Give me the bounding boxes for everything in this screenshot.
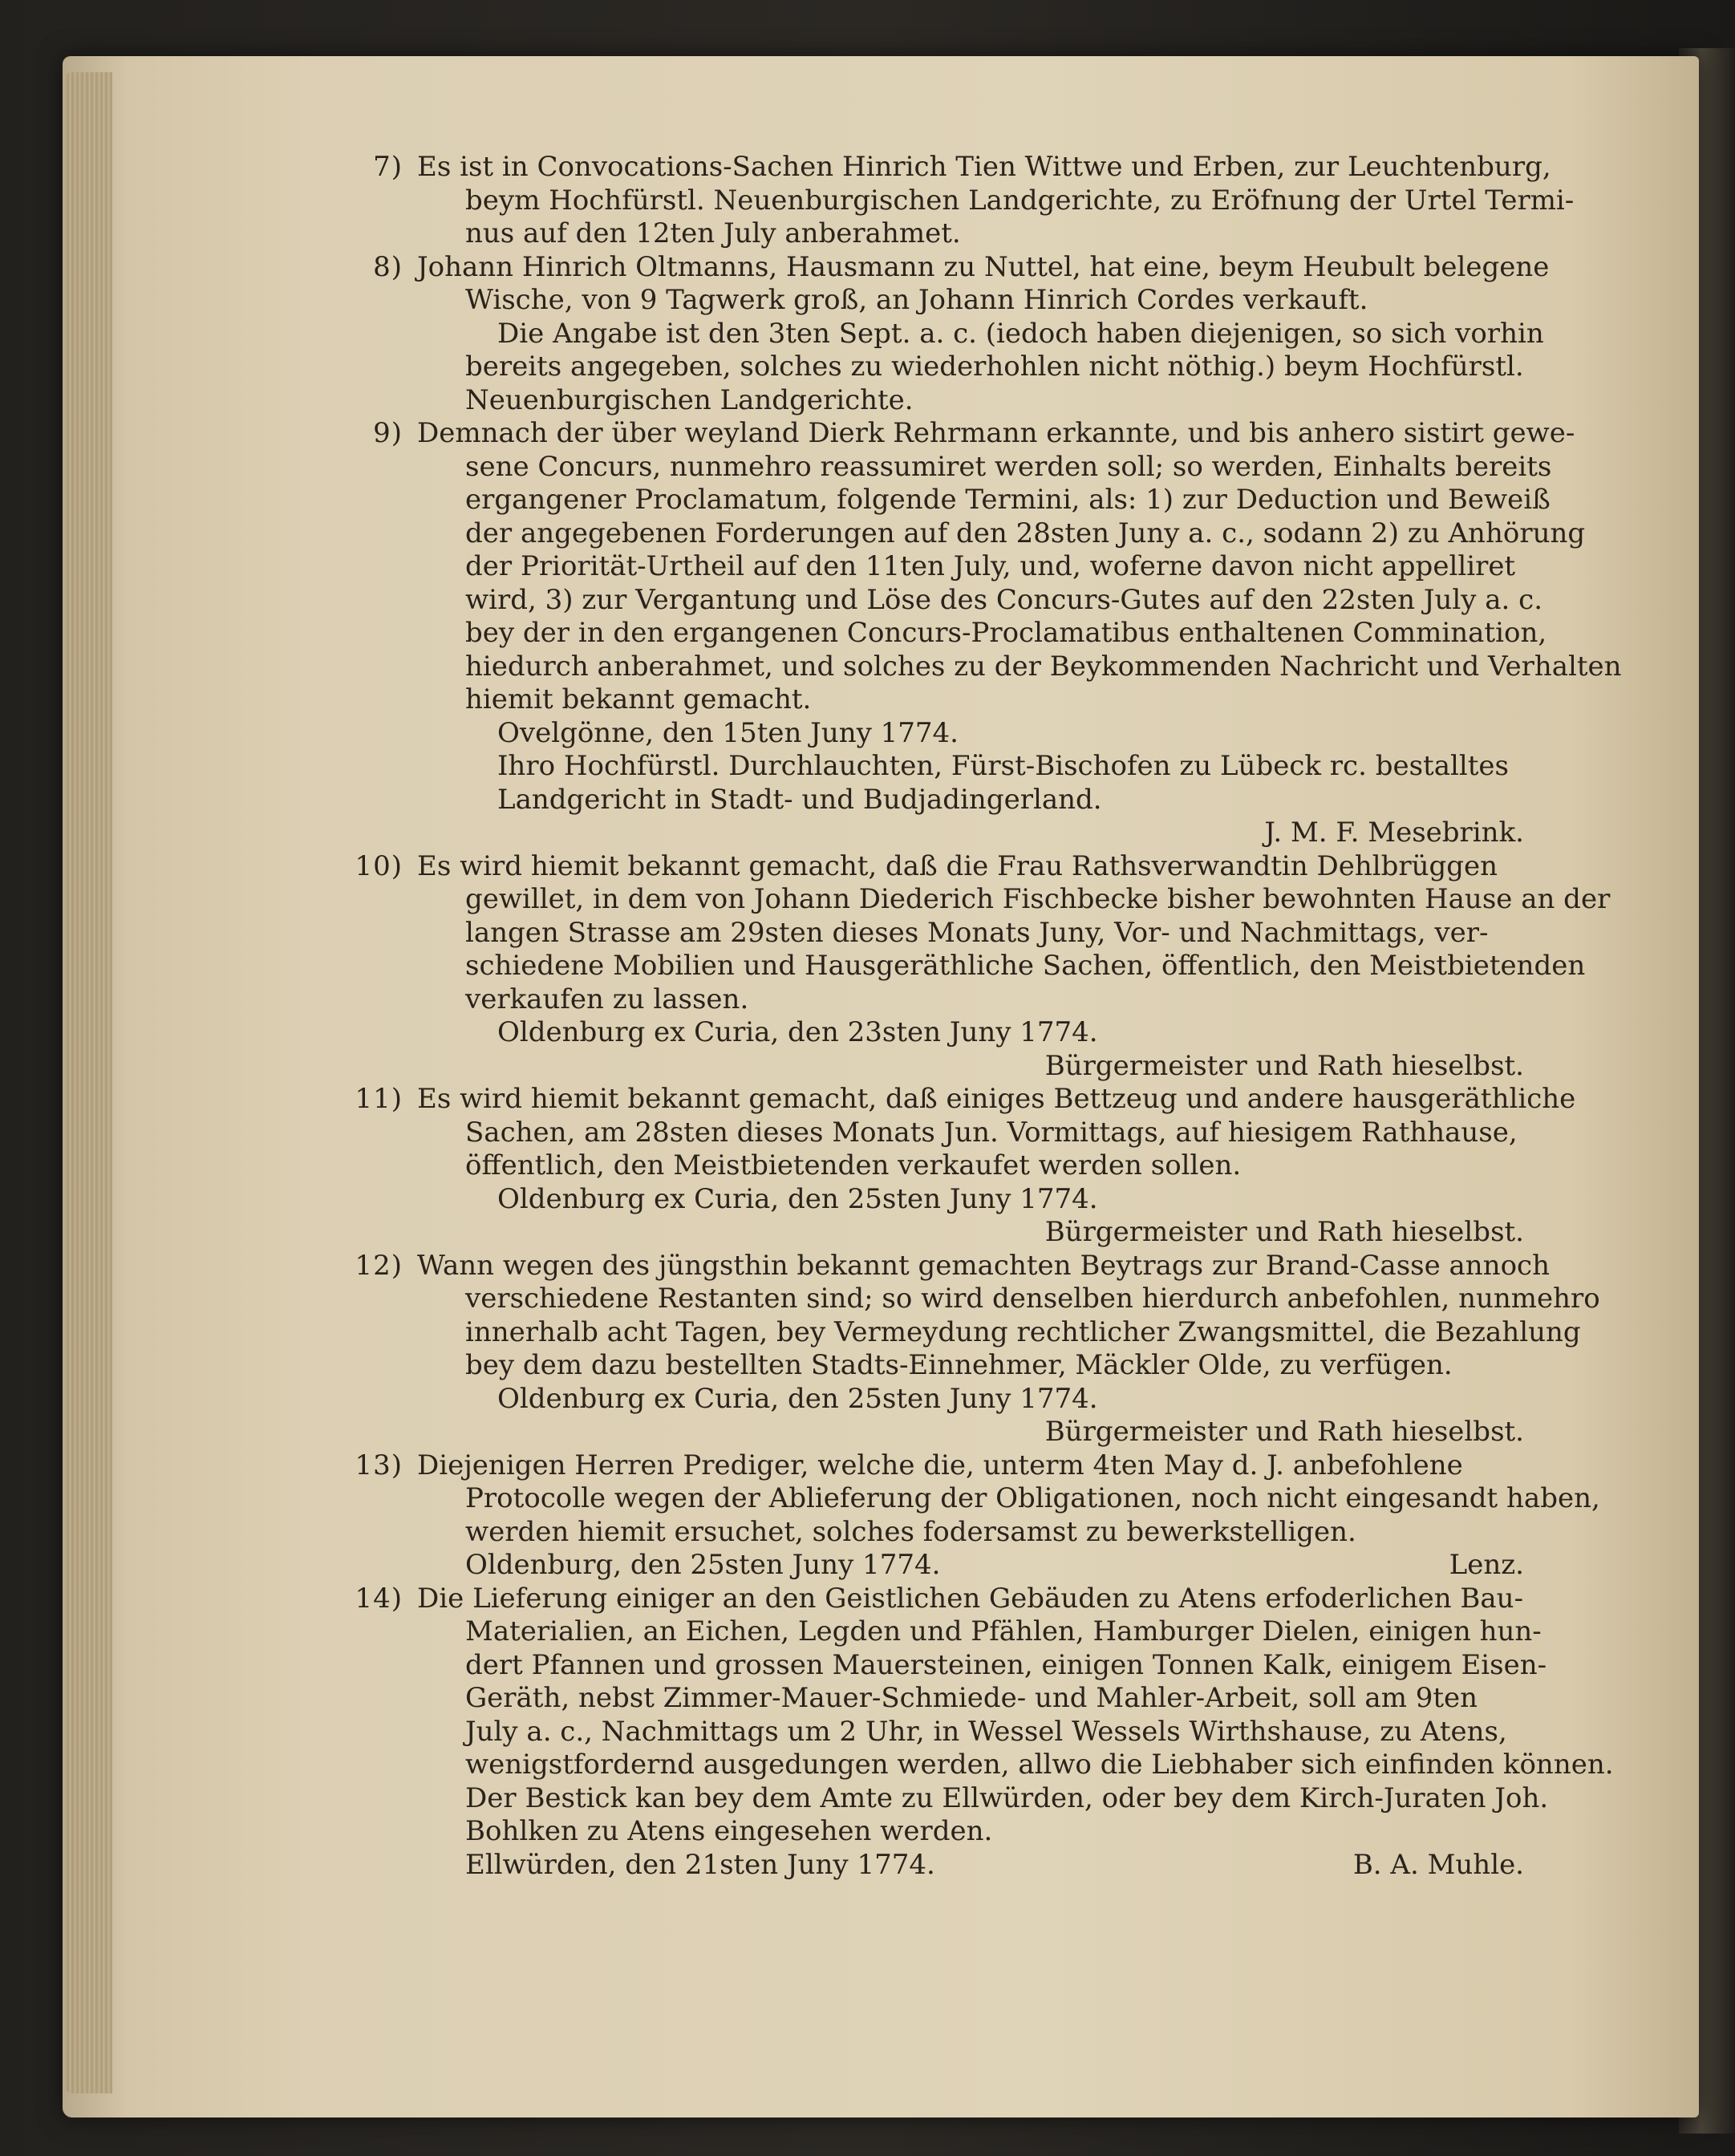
text-line: verkaufen zu lassen.	[465, 983, 749, 1015]
notice-number: 14)	[355, 1582, 403, 1615]
text-line: Geräth, nebst Zimmer-Mauer-Schmiede- und Mahler-Arbeit, soll am 9ten	[465, 1682, 1478, 1714]
notice-entry-7	[373, 151, 1575, 251]
signature: Lenz.	[1449, 1549, 1524, 1581]
text-line: bey der in den ergangenen Concurs-Proclamatibus enthaltenen Commination,	[465, 617, 1547, 649]
notice-entry-11	[355, 1083, 1576, 1250]
date-line: Oldenburg, den 25sten Juny 1774.	[465, 1549, 941, 1581]
note-line: Neuenburgischen Landgerichte.	[465, 383, 914, 416]
text-line: der angegebenen Forderungen auf den 28sten Juny a. c., sodann 2) zu Anhörung	[465, 517, 1586, 549]
notice-entry-8	[373, 250, 1550, 418]
text-line: nus auf den 12ten July anberahmet.	[465, 217, 961, 249]
signature: Bürgermeister und Rath hieselbst.	[1044, 1416, 1524, 1448]
text-line: schiedene Mobilien und Hausgeräthliche Sachen, öffentlich, den Meistbietenden	[465, 950, 1586, 982]
text-line: Demnach der über weyland Dierk Rehrmann erkannte, und bis anhero sistirt gewe-	[417, 417, 1575, 449]
text-line: hiedurch anberahmet, und solches zu der Beykommenden Nachricht und Verhalten	[465, 650, 1622, 683]
notice-entry-12	[355, 1249, 1600, 1449]
text-line: Es ist in Convocations-Sachen Hinrich Tien Wittwe und Erben, zur Leuchtenburg,	[417, 151, 1551, 183]
text-line: langen Strasse am 29sten dieses Monats Juny, Vor- und Nachmittags, ver-	[465, 916, 1489, 949]
text-line: bey dem dazu bestellten Stadts-Einnehmer, Mäckler Olde, zu verfügen.	[465, 1349, 1453, 1381]
date-line: Oldenburg ex Curia, den 25sten Juny 1774.	[497, 1382, 1098, 1415]
text-line: dert Pfannen und grossen Mauersteinen, einigen Tonnen Kalk, einigem Eisen-	[465, 1648, 1547, 1681]
notice-number: 8)	[373, 250, 403, 283]
signature: J. M. F. Mesebrink.	[1264, 817, 1524, 849]
note-line: bereits angegeben, solches zu wiederhohlen nicht nöthig.) beym Hochfürstl.	[465, 351, 1524, 383]
date-line: Ellwürden, den 21sten Juny 1774.	[465, 1848, 935, 1881]
text-line: der Priorität-Urtheil auf den 11ten July, und, woferne davon nicht appelliret	[465, 550, 1516, 582]
notice-number: 10)	[355, 849, 403, 882]
authority-line: Ihro Hochfürstl. Durchlauchten, Fürst-Bischofen zu Lübeck rc. bestalltes	[497, 750, 1509, 782]
text-line: werden hiemit ersuchet, solches fodersamst zu bewerkstelligen.	[465, 1515, 1356, 1548]
text-line: Johann Hinrich Oltmanns, Hausmann zu Nuttel, hat eine, beym Heubult belegene	[417, 250, 1550, 283]
text-line: Die Lieferung einiger an den Geistlichen Gebäuden zu Atens erfoderlichen Bau-	[417, 1582, 1524, 1615]
notice-number: 13)	[355, 1449, 403, 1481]
text-line: innerhalb acht Tagen, bey Vermeydung rechtlicher Zwangsmittel, die Bezahlung	[465, 1315, 1581, 1348]
date-line: Ovelgönne, den 15ten Juny 1774.	[497, 716, 959, 749]
date-signature-row	[417, 1849, 1540, 1882]
signature: B. A. Muhle.	[1352, 1848, 1524, 1881]
notice-number: 11)	[355, 1083, 403, 1115]
text-line: Diejenigen Herren Prediger, welche die, unterm 4ten May d. J. anbefohlene	[417, 1449, 1463, 1481]
text-line: hiemit bekannt gemacht.	[465, 683, 812, 715]
text-line: Es wird hiemit bekannt gemacht, daß einiges Bettzeug und andere hausgeräthliche	[417, 1083, 1576, 1115]
text-line: Wische, von 9 Tagwerk groß, an Johann Hinrich Cordes verkauft.	[465, 284, 1368, 316]
text-line: Materialien, an Eichen, Legden und Pfählen, Hamburger Dielen, einigen hun-	[465, 1615, 1542, 1647]
date-line: Oldenburg ex Curia, den 23sten Juny 1774.	[497, 1016, 1098, 1048]
signature: Bürgermeister und Rath hieselbst.	[1044, 1049, 1524, 1082]
text-line: July a. c., Nachmittags um 2 Uhr, in Wessel Wessels Wirthshause, zu Atens,	[465, 1715, 1507, 1748]
signature: Bürgermeister und Rath hieselbst.	[1044, 1216, 1524, 1248]
note-line: Die Angabe ist den 3ten Sept. a. c. (iedoch haben diejenigen, so sich vorhin	[497, 317, 1544, 350]
text-line: Protocolle wegen der Ablieferung der Obligationen, noch nicht eingesandt haben,	[465, 1482, 1600, 1514]
text-line: Sachen, am 28sten dieses Monats Jun. Vormittags, auf hiesigem Rathhause,	[465, 1116, 1518, 1149]
notice-number: 7)	[373, 151, 403, 183]
notice-number: 12)	[355, 1249, 403, 1282]
notice-list	[355, 151, 1622, 1882]
text-line: wird, 3) zur Vergantung und Löse des Concurs-Gutes auf den 22sten July a. c.	[465, 583, 1542, 616]
notice-entry-13	[355, 1449, 1600, 1583]
authority-line: Landgericht in Stadt- und Budjadingerland.	[497, 783, 1102, 816]
text-line: Bohlken zu Atens eingesehen werden.	[465, 1815, 993, 1847]
text-line: Wann wegen des jüngsthin bekannt gemachten Beytrags zur Brand-Casse annoch	[417, 1249, 1550, 1282]
date-signature-row	[417, 1549, 1540, 1583]
text-line: Der Bestick kan bey dem Amte zu Ellwürden, oder bey dem Kirch-Juraten Joh.	[465, 1781, 1549, 1814]
notice-entry-14	[355, 1582, 1614, 1882]
notice-number: 9)	[373, 417, 403, 449]
text-line: Es wird hiemit bekannt gemacht, daß die Frau Rathsverwandtin Dehlbrüggen	[417, 849, 1498, 882]
text-line: öffentlich, den Meistbietenden verkaufet werden sollen.	[465, 1149, 1242, 1181]
text-line: gewillet, in dem von Johann Diederich Fischbecke bisher bewohnten Hause an der	[465, 883, 1611, 915]
page-stack-edge	[66, 72, 112, 2093]
text-line: verschiedene Restanten sind; so wird denselben hierdurch anbefohlen, nunmehro	[465, 1283, 1600, 1315]
text-line: sene Concurs, nunmehro reassumiret werden soll; so werden, Einhalts bereits	[465, 450, 1552, 483]
notice-entry-9	[373, 417, 1622, 850]
text-line: beym Hochfürstl. Neuenburgischen Landgerichte, zu Eröfnung der Urtel Termi-	[465, 184, 1575, 217]
text-line: wenigstfordernd ausgedungen werden, allwo die Liebhaber sich einfinden können.	[465, 1749, 1614, 1781]
notice-entry-10	[355, 849, 1611, 1084]
text-line: ergangener Proclamatum, folgende Termini, als: 1) zur Deduction und Beweiß	[465, 484, 1551, 516]
date-line: Oldenburg ex Curia, den 25sten Juny 1774.	[497, 1182, 1098, 1215]
